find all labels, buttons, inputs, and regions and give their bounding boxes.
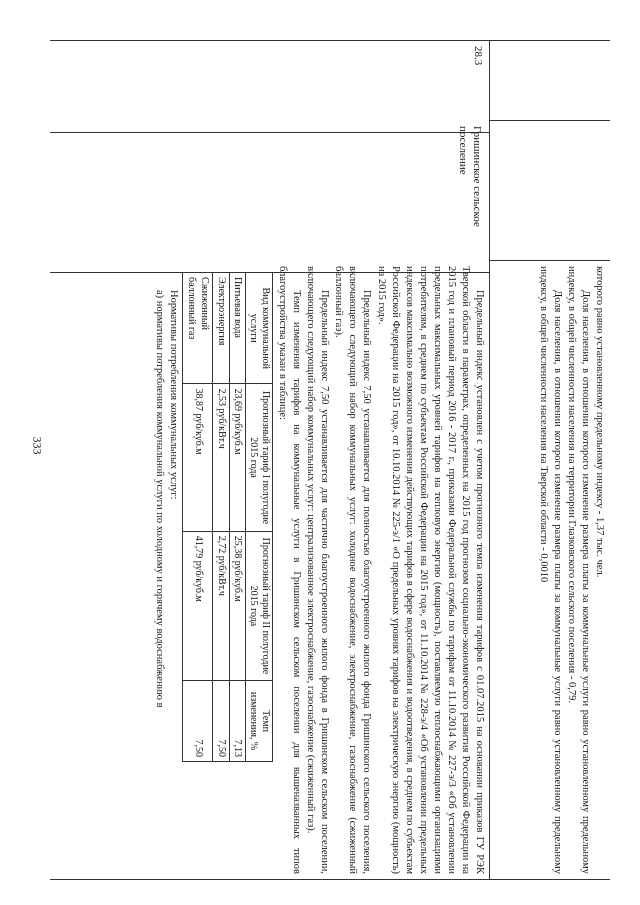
settlement-name: Гришинское сельское поселение (50, 120, 490, 273)
tariff-h1: 2,53 руб/кВт.ч (213, 384, 229, 531)
change-rate: 7,50 (213, 681, 229, 762)
paragraph: Нормативы потребления коммунальных услуг: (168, 290, 180, 500)
continuation-line: Доля населения, в отношении которого изменение размера платы за коммунальные услуги равно установленному предельному индексу, в общей численности населения на Тверской области - 0,0010 (537, 266, 563, 874)
tariff-h1: 38,87 руб/куб.м (183, 384, 213, 531)
table-row-28-3 (50, 40, 490, 880)
service-name: Питьевая вода (229, 273, 245, 384)
paragraph: Предельный индекс установлен с учетом прогнозного темпа изменения тарифов с 01.07.2015 на основании приказов ГУ РЭК Тверской области в параметрах, определенных на 2015 год прогнозом социально-экономического развития Российской Федерации на 2015 год и плановый период 2016 - 2017 г., приказами Федеральной службы по тарифам от 11.10.2014 № 227-э/3 «Об установлении предельных максимальных уровней тарифов на тепловую энергию (мощность), поставляемую теплоснабжающими организациями потребителям, в среднем по субъектам Российской Федерации на 2015 год», от 11.10.2014 № 228-э/4 «Об установлении предельных индексов максимально возможного изменения действующих тарифов в сфере водоснабжения и водоотведения, в среднем по субъектам Российской Федерации на 2015 год», от 10.10.2014 № 225-э/1 «О предельных уровнях тарифов на электрическую энергию (мощность) на 2015 год». (375, 266, 485, 874)
row-number: 28.3 (50, 40, 490, 133)
tariff-table-header (246, 273, 273, 762)
tariff-table (183, 272, 274, 762)
change-rate: 7,13 (229, 681, 245, 762)
table-row-continuation (489, 40, 610, 880)
paragraph: а) нормативы потребления коммунальной услуги по холодному и горячему водоснабжению в (154, 290, 166, 708)
continuation-line: Доля населения, в отношении которого изменение размера платы за коммунальные услуги равно установленному предельному индексу, в общей численности населения на территории Глазковского сельского поселения - 0,79. (565, 266, 591, 874)
paragraph: Темп изменения тарифов на коммунальные услуги в Гришинском сельском поселении для вышеназванных типов благоустройства указан в таблице: (277, 266, 303, 874)
tariff-h1: 23,69 руб/куб.м (229, 384, 245, 531)
number-cell-empty (490, 40, 610, 121)
column-header: Вид коммунальной услуги (246, 273, 273, 384)
row-description (50, 260, 490, 880)
continuation-text (490, 260, 610, 880)
column-header: Прогнозный тариф II полугодие 2015 года (246, 531, 273, 681)
table-row (229, 273, 245, 762)
service-name: Сжиженный баллонный газ (183, 273, 213, 384)
service-name: Электроэнергия (213, 273, 229, 384)
name-cell-empty (490, 120, 610, 261)
document-table (50, 40, 610, 880)
paragraph: Предельный индекс 7,50 устанавливается для частично благоустроенного жилого фонда в Гришинском сельском поселении, включающего следующий набор коммунальных услуг: централизованное электроснабжение, газоснабжение (сжиженный газ). (305, 266, 331, 874)
change-rate: 7,50 (183, 681, 213, 762)
rotated-page (50, 40, 610, 880)
table-row (213, 273, 229, 762)
column-header: Темп изменения, % (246, 681, 273, 762)
column-header: Прогнозный тариф I полугодие 2015 года (246, 384, 273, 531)
tariff-h2: 2,72 руб/кВт.ч (213, 531, 229, 681)
tariff-h2: 25,38 руб/куб.м (229, 531, 245, 681)
continuation-line: которого равно установленному предельному индексу - 1,37 тыс. чел. (594, 266, 605, 578)
tariff-h2: 41,79 руб/куб.м (183, 531, 213, 681)
paragraph: Предельный индекс 7,50 устанавливается для полностью благоустроенного жилого фонда Гришинского сельского поселения, включающего следующий набор коммунальных услуг: холодное водоснабжение, электроснабжение, газоснабжение (сжиженный баллонный газ). (333, 266, 373, 874)
page-number: 333 (30, 436, 45, 455)
table-row (183, 273, 213, 762)
